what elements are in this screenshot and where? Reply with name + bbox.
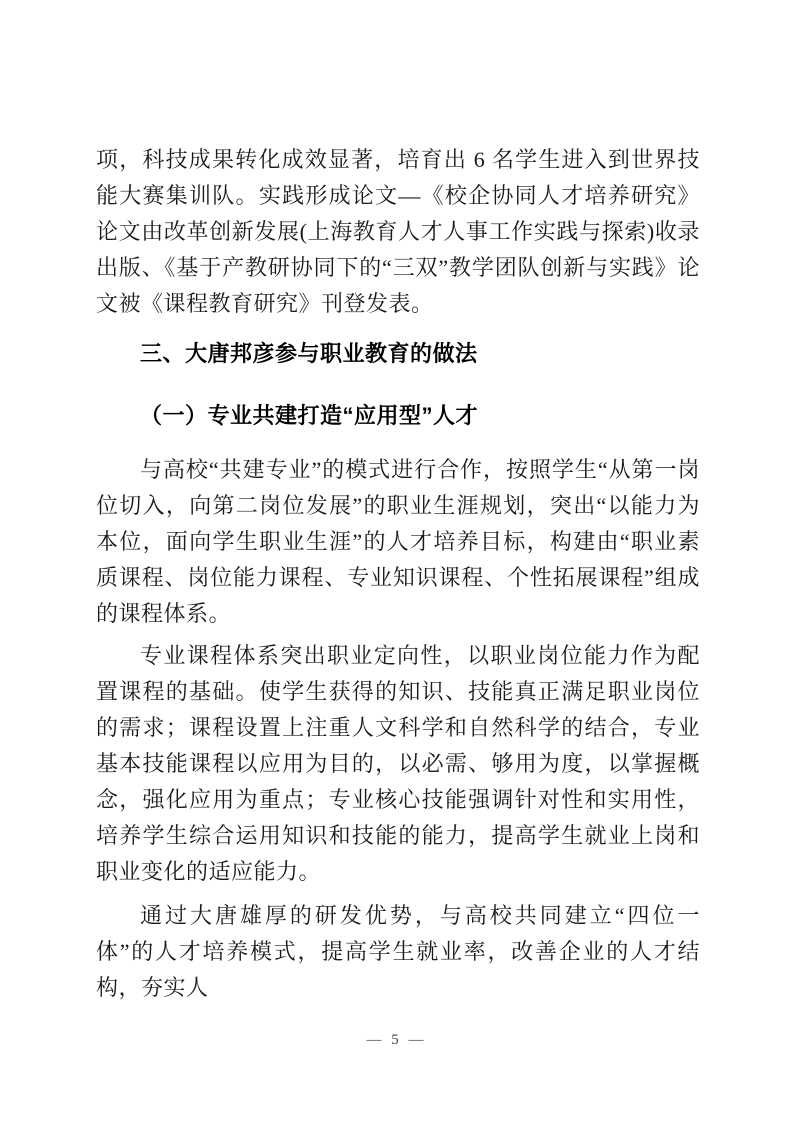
subsection-heading: （一）专业共建打造“应用型”人才	[140, 403, 479, 428]
page-content	[96, 142, 700, 1006]
paragraph-four-in-one: 通过大唐雄厚的研发优势，与高校共同建立“四位一体”的人才培养模式，提高学生就业率，改善企业的人才结构，夯实人	[96, 903, 700, 1000]
paragraph-specialty-cobuild: 与高校“共建专业”的模式进行合作，按照学生“从第一岗位切入，向第二岗位发展”的职业生涯规划，突出“以能力为本位，面向学生职业生涯”的人才培养目标，构建由“职业素质课程、岗位能力课程、专业知识课程、个性拓展课程”组成的课程体系。	[96, 457, 700, 626]
paragraph-curriculum-system: 专业课程体系突出职业定向性，以职业岗位能力作为配置课程的基础。使学生获得的知识、技能真正满足职业岗位的需求；课程设置上注重人文科学和自然科学的结合，专业基本技能课程以应用为目的，以必需、够用为度，以掌握概念，强化应用为重点；专业核心技能强调针对性和实用性，培养学生综合运用知识和技能的能力，提高学生就业上岗和职业变化的适应能力。	[96, 643, 700, 884]
paragraph-continuation: 项，科技成果转化成效显著，培育出 6 名学生进入到世界技能大赛集训队。实践形成论文—《校企协同人才培养研究》论文由改革创新发展(上海教育人才人事工作实践与探索)收录出版、《基于产教研协同下的“三双”教学团队创新与实践》论文被《课程教育研究》刊登发表。	[96, 147, 701, 316]
page-number: — 5 —	[366, 1032, 427, 1048]
section-heading: 三、大唐邦彦参与职业教育的做法	[140, 341, 478, 366]
